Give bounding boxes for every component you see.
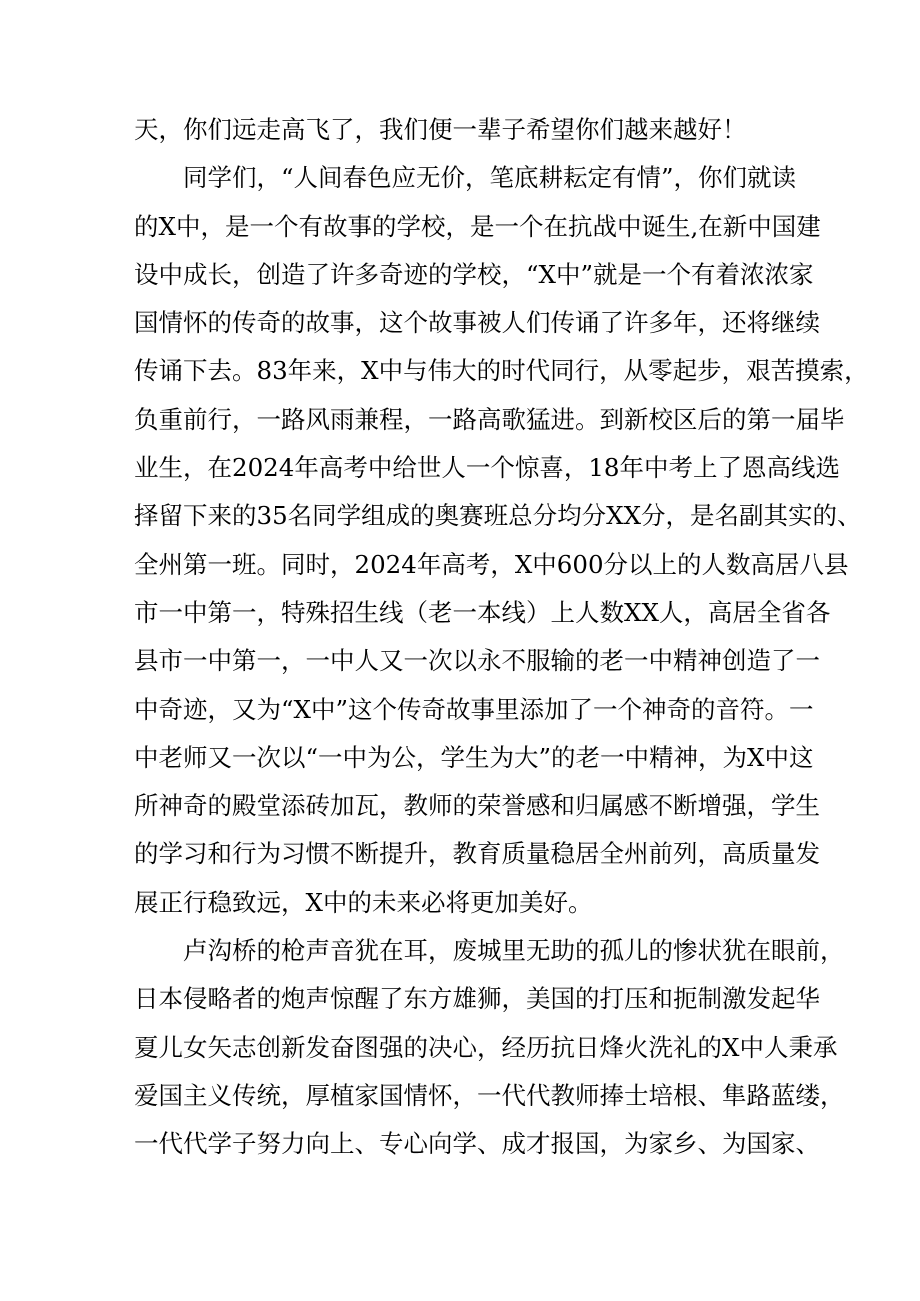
- text-line: 设中成长，创造了许多奇迹的学校，“X中”就是一个有着浓浓家: [134, 259, 814, 289]
- text-line: 县市一中第一，一中人又一次以永不服输的老一中精神创造了一: [134, 646, 820, 676]
- text-line: 夏儿女矢志创新发奋图强的决心，经历抗日烽火洗礼的X中人秉承: [134, 1032, 838, 1062]
- text-line: 一代代学子努力向上、专心向学、成才报国，为家乡、为国家、: [134, 1129, 820, 1159]
- text-line: 的X中，是一个有故事的学校，是一个在抗战中诞生,在新中国建: [134, 211, 821, 241]
- text-line: 中老师又一次以“一中为公，学生为大”的老一中精神，为X中这: [134, 742, 814, 772]
- text-line: 负重前行，一路风雨兼程，一路高歌猛进。到新校区后的第一届毕: [134, 404, 845, 434]
- text-line: 业生，在2024年高考中给世人一个惊喜，18年中考上了恩高线选: [134, 453, 841, 483]
- text-line: 市一中第一，特殊招生线（老一本线）上人数XX人，高居全省各: [134, 597, 831, 627]
- text-line: 爱国主义传统，厚植家国情怀，一代代教师捧士培根、隼路蓝缕，: [134, 1080, 845, 1110]
- text-line: 天，你们远走高飞了，我们便一辈子希望你们越来越好！: [134, 115, 747, 144]
- body-text: [134, 106, 869, 1169]
- text-line: 择留下来的35名同学组成的奥赛班总分均分XX分，是名副其实的、: [134, 501, 862, 531]
- text-line: 所神奇的殿堂添砖加瓦，教师的荣誉感和归属感不断增强，学生: [134, 791, 820, 821]
- text-line: 中奇迹，又为“X中”这个传奇故事里添加了一个神奇的音符。一: [134, 694, 814, 724]
- paragraph-start-line: 同学们，“人间春色应无价，笔底耕耘定有情”，你们就读: [183, 163, 797, 193]
- text-line: 日本侵略者的炮声惊醒了东方雄狮，美国的打压和扼制激发起华: [134, 984, 820, 1014]
- text-line: 全州第一班。同时，2024年高考，X中600分以上的人数高居八县: [134, 549, 849, 579]
- text-line: 国情怀的传奇的故事，这个故事被人们传诵了许多年，还将继续: [134, 308, 820, 338]
- paragraph-start-line: 卢沟桥的枪声音犹在耳，废城里无助的孤儿的惨状犹在眼前，: [183, 936, 845, 966]
- text-line: 的学习和行为习惯不断提升，教育质量稳居全州前列，高质量发: [134, 839, 820, 869]
- text-line: 传诵下去。83年来，X中与伟大的时代同行，从零起步，艰苦摸索，: [134, 356, 869, 386]
- paragraph-end-line: 展正行稳致远，X中的未来必将更加美好。: [134, 887, 593, 917]
